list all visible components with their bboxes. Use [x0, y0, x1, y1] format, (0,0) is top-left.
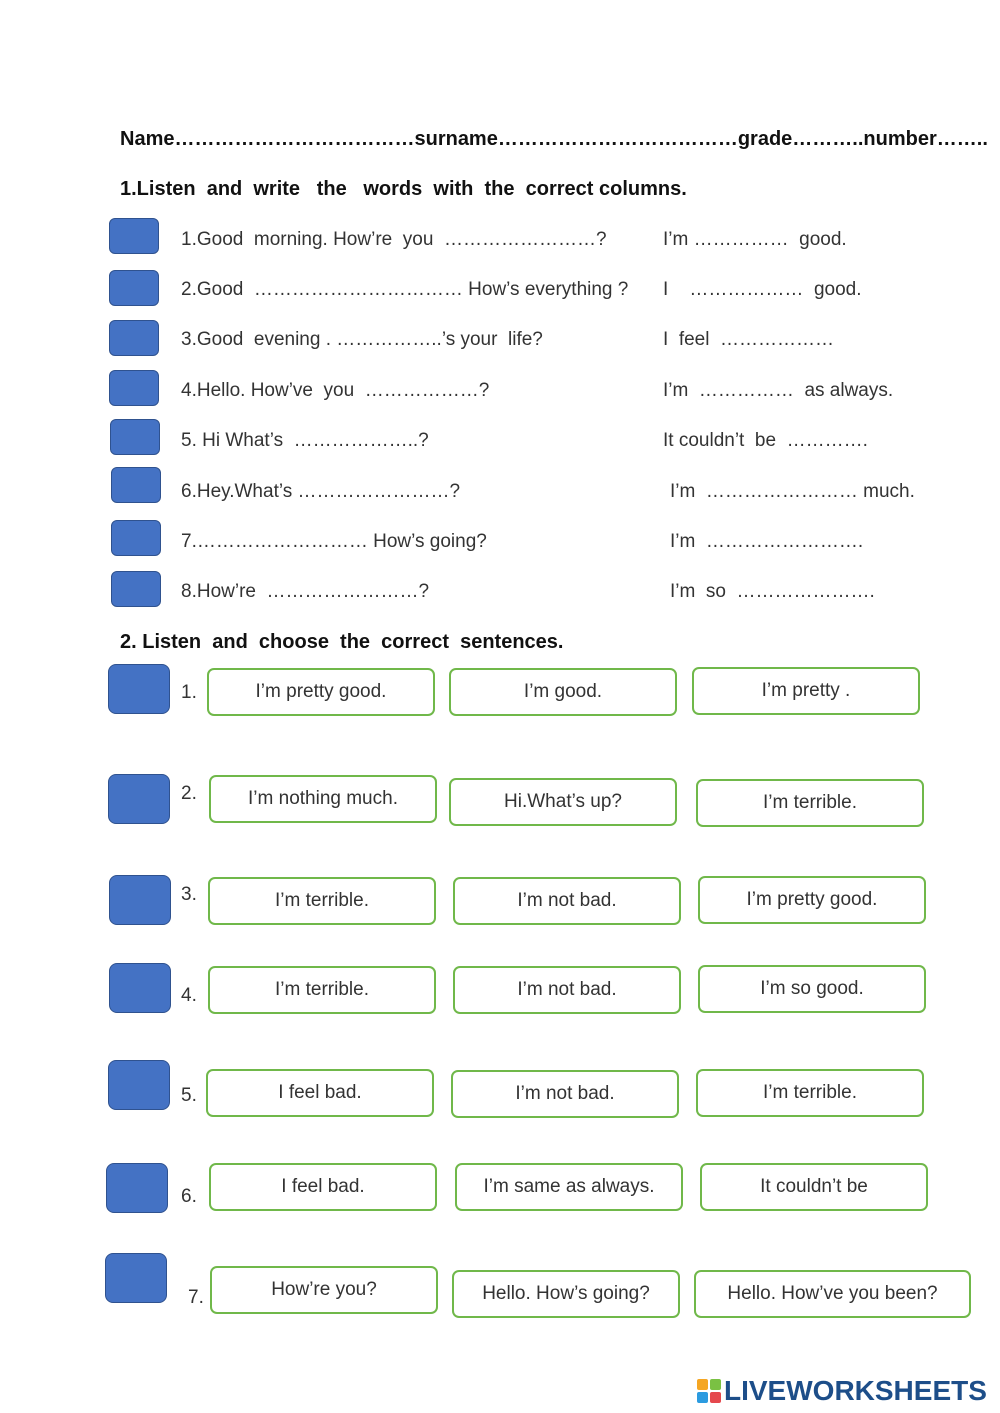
option-button[interactable]: I feel bad.	[209, 1163, 437, 1211]
question-text: 8.How’re ……………………?	[181, 581, 430, 602]
answer-box[interactable]	[109, 875, 171, 925]
item-number: 5.	[181, 1085, 197, 1106]
liveworksheets-mark-icon	[697, 1379, 721, 1403]
item-number: 3.	[181, 884, 197, 905]
answer-box[interactable]	[108, 1060, 170, 1110]
option-button[interactable]: How’re you?	[210, 1266, 438, 1314]
question-text: 6.Hey.What’s ……………………?	[181, 481, 461, 502]
answer-text: It couldn’t be ………….	[663, 430, 868, 451]
option-button[interactable]: I’m same as always.	[455, 1163, 683, 1211]
question-text: 2.Good …………………………… How’s everything ?	[181, 279, 629, 300]
option-button[interactable]: Hello. How’s going?	[452, 1270, 680, 1318]
answer-text: I’m …………… as always.	[663, 380, 894, 401]
option-button[interactable]: I’m terrible.	[208, 877, 436, 925]
item-number: 7.	[188, 1287, 204, 1308]
item-number: 2.	[181, 783, 197, 804]
question-text: 1.Good morning. How’re you ……………………?	[181, 229, 607, 250]
answer-box[interactable]	[110, 419, 160, 455]
answer-box[interactable]	[105, 1253, 167, 1303]
answer-box[interactable]	[109, 370, 159, 406]
item-number: 6.	[181, 1186, 197, 1207]
option-button[interactable]: I’m terrible.	[696, 1069, 924, 1117]
option-button[interactable]: I’m terrible.	[208, 966, 436, 1014]
question-text: 7.……………………… How’s going?	[181, 531, 487, 552]
option-button[interactable]: Hi.What’s up?	[449, 778, 677, 826]
answer-box[interactable]	[108, 664, 170, 714]
question-text: 4.Hello. How’ve you ………………?	[181, 380, 490, 401]
answer-box[interactable]	[109, 320, 159, 356]
question-text: 3.Good evening . ……………..’s your life?	[181, 329, 543, 350]
option-button[interactable]: I’m pretty good.	[207, 668, 435, 716]
student-info-line: Name………………………………surname………………………………grade………..number……..	[120, 128, 988, 150]
answer-box[interactable]	[111, 467, 161, 503]
section1-title: 1.Listen and write the words with the correct columns.	[120, 178, 687, 200]
section2-title: 2. Listen and choose the correct sentences.	[120, 631, 564, 653]
question-text: 5. Hi What’s ………………..?	[181, 430, 429, 451]
option-button[interactable]: I’m not bad.	[453, 966, 681, 1014]
answer-box[interactable]	[109, 218, 159, 254]
logo-text: LIVEWORKSHEETS	[724, 1375, 987, 1406]
answer-box[interactable]	[109, 270, 159, 306]
answer-text: I’m so ………………….	[670, 581, 875, 602]
option-button[interactable]: I’m pretty .	[692, 667, 920, 715]
item-number: 1.	[181, 682, 197, 703]
answer-text: I’m …………… good.	[663, 229, 847, 250]
option-button[interactable]: Hello. How’ve you been?	[694, 1270, 971, 1318]
option-button[interactable]: I’m nothing much.	[209, 775, 437, 823]
option-button[interactable]: I’m terrible.	[696, 779, 924, 827]
answer-box[interactable]	[109, 963, 171, 1013]
option-button[interactable]: I’m pretty good.	[698, 876, 926, 924]
answer-box[interactable]	[111, 571, 161, 607]
answer-box[interactable]	[108, 774, 170, 824]
option-button[interactable]: I’m not bad.	[453, 877, 681, 925]
option-button[interactable]: I’m good.	[449, 668, 677, 716]
option-button[interactable]: It couldn’t be	[700, 1163, 928, 1211]
answer-text: I ……………… good.	[663, 279, 862, 300]
answer-box[interactable]	[106, 1163, 168, 1213]
answer-text: I feel ………………	[663, 329, 835, 350]
option-button[interactable]: I’m not bad.	[451, 1070, 679, 1118]
option-button[interactable]: I’m so good.	[698, 965, 926, 1013]
item-number: 4.	[181, 985, 197, 1006]
answer-box[interactable]	[111, 520, 161, 556]
answer-text: I’m …………………….	[670, 531, 864, 552]
liveworksheets-logo	[697, 1375, 987, 1407]
answer-text: I’m …………………… much.	[670, 481, 915, 502]
option-button[interactable]: I feel bad.	[206, 1069, 434, 1117]
